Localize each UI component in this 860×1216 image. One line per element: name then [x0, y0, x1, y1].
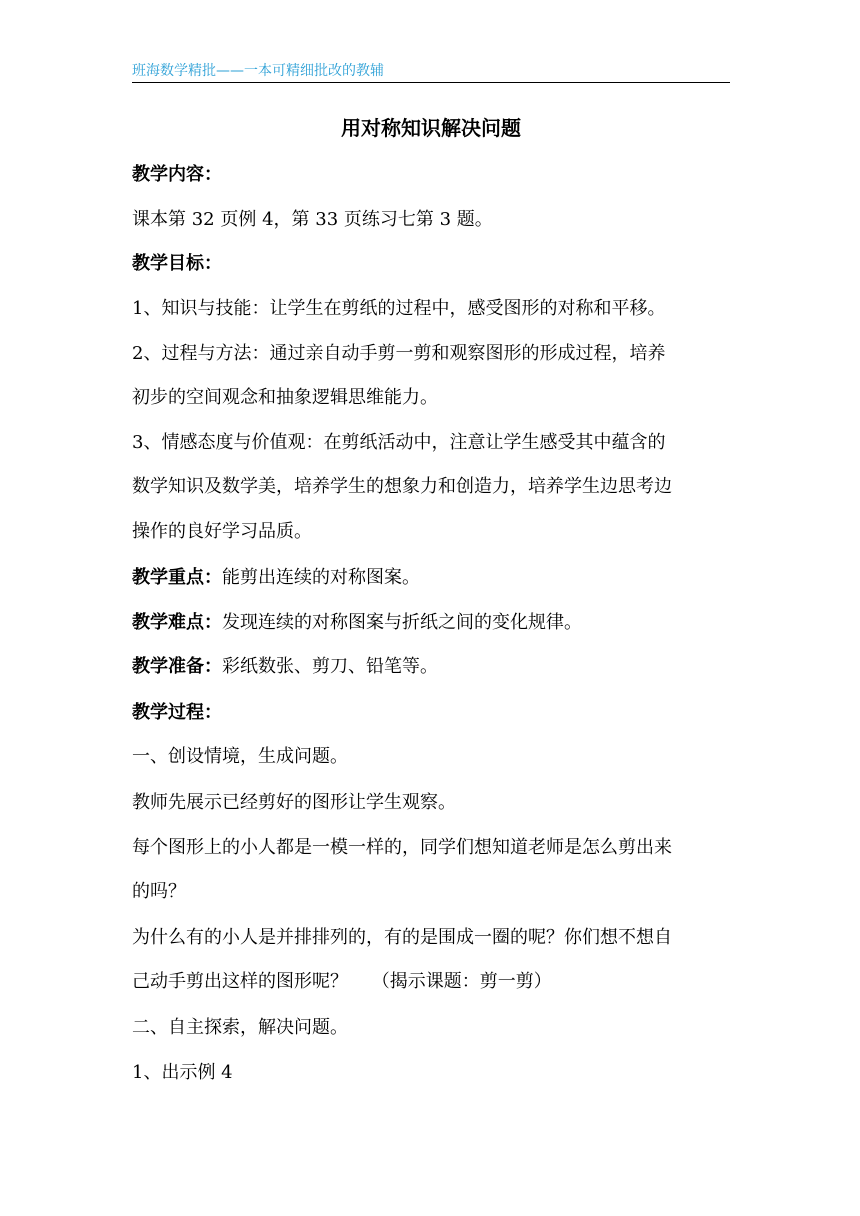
goal-1: 1、知识与技能：让学生在剪纸的过程中，感受图形的对称和平移。: [132, 298, 666, 319]
step-1: 一、创设情境，生成问题。: [132, 746, 348, 767]
step-2: 二、自主探索，解决问题。: [132, 1017, 348, 1038]
key-point-label: 教学重点：: [132, 567, 222, 588]
difficulty-text: 发现连续的对称图案与折纸之间的变化规律。: [222, 612, 582, 633]
paragraph-3-line-2: 己动手剪出这样的图形呢？ （揭示课题：剪一剪）: [132, 971, 552, 992]
preparation-label: 教学准备：: [132, 656, 222, 677]
paragraph-3-line-1: 为什么有的小人是并排排列的，有的是围成一圈的呢？你们想不想自: [132, 927, 672, 948]
preparation: [132, 654, 438, 680]
goal-3-line-2: 数学知识及数学美，培养学生的想象力和创造力，培养学生边思考边: [132, 476, 672, 497]
paragraph-2-line-2: 的吗？: [132, 881, 186, 902]
difficulty-label: 教学难点：: [132, 612, 222, 633]
page-header: [132, 62, 730, 83]
goal-2-line-1: 2、过程与方法：通过亲自动手剪一剪和观察图形的形成过程，培养: [132, 343, 666, 364]
key-point: [132, 565, 420, 591]
key-point-text: 能剪出连续的对称图案。: [222, 567, 420, 588]
paragraph-1: 教师先展示已经剪好的图形让学生观察。: [132, 792, 456, 813]
header-text: 班海数学精批——一本可精细批改的教辅: [132, 63, 384, 79]
content-heading: 教学内容：: [132, 164, 222, 185]
goal-3-line-1: 3、情感态度与价值观：在剪纸活动中，注意让学生感受其中蕴含的: [132, 432, 666, 453]
preparation-text: 彩纸数张、剪刀、铅笔等。: [222, 656, 438, 677]
goal-2-line-2: 初步的空间观念和抽象逻辑思维能力。: [132, 387, 438, 408]
document-title: 用对称知识解决问题: [341, 116, 521, 140]
paragraph-4: 1、出示例 4: [132, 1062, 233, 1083]
goal-3-line-3: 操作的良好学习品质。: [132, 521, 312, 542]
paragraph-2-line-1: 每个图形上的小人都是一模一样的，同学们想知道老师是怎么剪出来: [132, 837, 672, 858]
goals-heading: 教学目标：: [132, 253, 222, 274]
process-heading: 教学过程：: [132, 702, 222, 723]
content-text: 课本第 32 页例 4，第 33 页练习七第 3 题。: [132, 209, 493, 230]
difficulty: [132, 610, 582, 636]
